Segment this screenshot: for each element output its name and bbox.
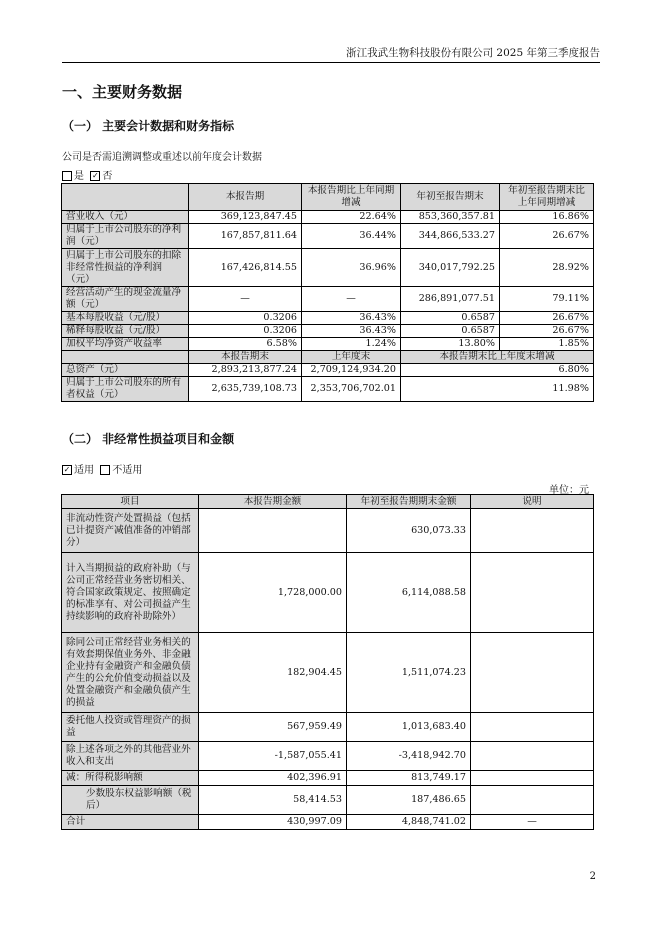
header-divider — [62, 62, 600, 63]
header-cell: 说明 — [471, 495, 594, 509]
financial-indicators-table — [61, 183, 594, 402]
header-cell: 年初至报告期末 — [401, 184, 500, 211]
table-row — [62, 377, 594, 402]
row-label: 稀释每股收益（元/股） — [62, 325, 189, 338]
cell — [471, 509, 594, 553]
cell: 28.92% — [500, 249, 594, 287]
cell: 0.6587 — [401, 325, 500, 338]
row-label: 归属于上市公司股东的净利润（元） — [62, 224, 189, 249]
cell: 26.67% — [500, 312, 594, 325]
cell: 36.44% — [302, 224, 401, 249]
yes-checkbox[interactable] — [62, 171, 72, 181]
cell: 167,857,811.64 — [189, 224, 302, 249]
cell: 11.98% — [401, 377, 594, 402]
table-row — [62, 325, 594, 338]
apply-label: 适用 — [74, 465, 94, 476]
table-header-row — [62, 184, 594, 211]
row-label: 委托他人投资或管理资产的损益 — [62, 713, 199, 742]
cell: 6.80% — [401, 364, 594, 377]
table-row — [62, 287, 594, 312]
cell: 16.86% — [500, 211, 594, 224]
cell: -1,587,055.41 — [199, 742, 347, 771]
table-row — [62, 633, 594, 713]
subsection-title-1: （一） 主要会计数据和财务指标 — [62, 119, 235, 133]
cell: 0.6587 — [401, 312, 500, 325]
no-label: 否 — [102, 171, 113, 182]
row-label: 归属于上市公司股东的扣除非经常性损益的净利润（元） — [62, 249, 189, 287]
cell: 0.3206 — [189, 325, 302, 338]
row-label: 基本每股收益（元/股） — [62, 312, 189, 325]
row-label: 营业收入（元） — [62, 211, 189, 224]
cell: 430,997.09 — [199, 815, 347, 830]
table-header-row — [62, 495, 594, 509]
not-apply-checkbox[interactable] — [100, 465, 110, 475]
report-header: 浙江我武生物科技股份有限公司 2025 年第三季度报告 — [346, 47, 600, 59]
cell: 13.80% — [401, 338, 500, 351]
row-label: 除同公司正常经营业务相关的有效套期保值业务外、非金融企业持有金融资产和金融负债产生的公允价值变动损益以及处置金融资产和金融负债产生的损益 — [62, 633, 199, 713]
cell: 6.58% — [189, 338, 302, 351]
cell: 1,511,074.23 — [347, 633, 471, 713]
cell: 26.67% — [500, 224, 594, 249]
cell — [471, 771, 594, 786]
row-label: 除上述各项之外的其他营业外收入和支出 — [62, 742, 199, 771]
header-cell: 本报告期 — [189, 184, 302, 211]
row-label: 非流动性资产处置损益（包括已计提资产减值准备的冲销部分） — [62, 509, 199, 553]
cell: 26.67% — [500, 325, 594, 338]
non-recurring-items-table — [61, 494, 594, 830]
cell: 182,904.45 — [199, 633, 347, 713]
cell: 2,353,706,702.01 — [302, 377, 401, 402]
row-label: 加权平均净资产收益率 — [62, 338, 189, 351]
table-row — [62, 224, 594, 249]
cell — [471, 553, 594, 633]
row-label: 经营活动产生的现金流量净额（元） — [62, 287, 189, 312]
apply-checkbox[interactable]: ✓ — [63, 464, 71, 474]
header-cell: 本报告期末 — [189, 351, 302, 364]
cell: 567,959.49 — [199, 713, 347, 742]
cell: 22.64% — [302, 211, 401, 224]
cell: 1,013,683.40 — [347, 713, 471, 742]
cell: 167,426,814.55 — [189, 249, 302, 287]
row-label: 总资产（元） — [62, 364, 189, 377]
row-label: 减：所得税影响额 — [62, 771, 199, 786]
table-row — [62, 211, 594, 224]
header-cell: 年初至报告期期末金额 — [347, 495, 471, 509]
yes-label: 是 — [74, 171, 84, 182]
row-label: 归属于上市公司股东的所有者权益（元） — [62, 377, 189, 402]
cell — [471, 742, 594, 771]
header-cell: 上年度末 — [302, 351, 401, 364]
cell: — — [302, 287, 401, 312]
cell: 36.43% — [302, 312, 401, 325]
cell: 79.11% — [500, 287, 594, 312]
cell: 6,114,088.58 — [347, 553, 471, 633]
header-cell: 本报告期末比上年度末增减 — [401, 351, 594, 364]
cell: 1.24% — [302, 338, 401, 351]
cell: 853,360,357.81 — [401, 211, 500, 224]
cell: 58,414.53 — [199, 786, 347, 815]
cell: 286,891,077.51 — [401, 287, 500, 312]
section-title: 一、主要财务数据 — [62, 83, 183, 101]
cell: 402,396.91 — [199, 771, 347, 786]
cell: 369,123,847.45 — [189, 211, 302, 224]
page-number: 2 — [589, 871, 596, 882]
no-checkbox[interactable]: ✓ — [92, 170, 99, 180]
not-apply-label: 不适用 — [112, 465, 143, 476]
row-label: 少数股东权益影响额（税后） — [62, 786, 199, 815]
header-cell — [62, 184, 189, 211]
table-row — [62, 815, 594, 830]
cell — [471, 786, 594, 815]
cell: 1,728,000.00 — [199, 553, 347, 633]
cell: 630,073.33 — [347, 509, 471, 553]
cell: 813,749.17 — [347, 771, 471, 786]
unit-label: 单位：元 — [549, 485, 589, 496]
table-row — [62, 249, 594, 287]
cell: 187,486.65 — [347, 786, 471, 815]
cell: — — [471, 815, 594, 830]
cell: 2,635,739,108.73 — [189, 377, 302, 402]
cell: 36.43% — [302, 325, 401, 338]
cell: 2,709,124,934.20 — [302, 364, 401, 377]
header-cell: 项目 — [62, 495, 199, 509]
applicability-options — [62, 461, 142, 476]
header-cell: 本报告期比上年同期增减 — [302, 184, 401, 211]
table-row — [62, 771, 594, 786]
cell: -3,418,942.70 — [347, 742, 471, 771]
cell — [471, 713, 594, 742]
table-row — [62, 553, 594, 633]
cell: — — [189, 287, 302, 312]
cell — [471, 633, 594, 713]
cell: 36.96% — [302, 249, 401, 287]
row-label: 合计 — [62, 815, 199, 830]
table-row — [62, 509, 594, 553]
subsection-title-2: （二） 非经常性损益项目和金额 — [62, 432, 235, 446]
table-row — [62, 713, 594, 742]
table-row — [62, 364, 594, 377]
cell: 4,848,741.02 — [347, 815, 471, 830]
table-row — [62, 338, 594, 351]
cell: 340,017,792.25 — [401, 249, 500, 287]
table-row — [62, 786, 594, 815]
table-row — [62, 312, 594, 325]
header-cell — [62, 351, 189, 364]
restatement-options — [62, 167, 112, 182]
table-row — [62, 742, 594, 771]
header-cell: 本报告期金额 — [199, 495, 347, 509]
cell: 2,893,213,877.24 — [189, 364, 302, 377]
table-header-row — [62, 351, 594, 364]
row-label: 计入当期损益的政府补助（与公司正常经营业务密切相关、符合国家政策规定、按照确定的标准享有、对公司损益产生持续影响的政府补助除外） — [62, 553, 199, 633]
restatement-question: 公司是否需追溯调整或重述以前年度会计数据 — [62, 152, 262, 163]
cell: 344,866,533.27 — [401, 224, 500, 249]
cell — [199, 509, 347, 553]
cell: 1.85% — [500, 338, 594, 351]
cell: 0.3206 — [189, 312, 302, 325]
header-cell: 年初至报告期末比上年同期增减 — [500, 184, 594, 211]
